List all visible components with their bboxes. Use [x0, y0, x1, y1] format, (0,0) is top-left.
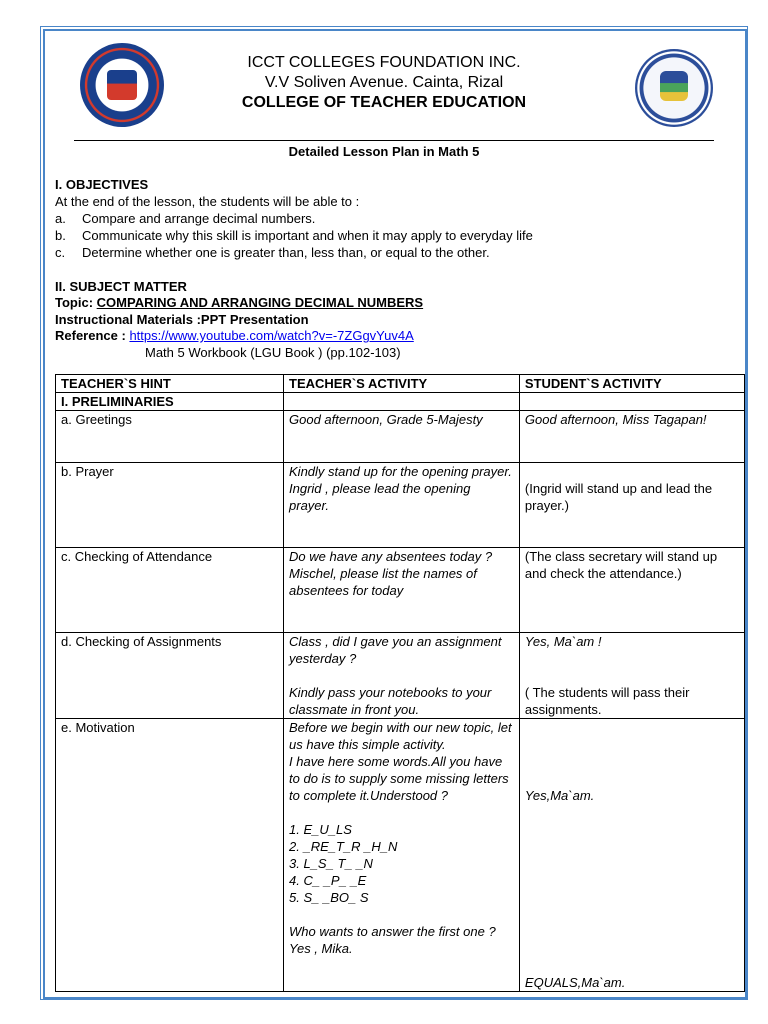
topic-value: COMPARING AND ARRANGING DECIMAL NUMBERS — [96, 295, 424, 310]
lesson-plan-table — [55, 374, 745, 992]
hint-motivation: e. Motivation — [56, 719, 284, 992]
teacher-text: Class , did I gave you an assignment yesterday ? — [289, 634, 502, 666]
objective-text: Compare and arrange decimal numbers. — [82, 211, 316, 226]
student-text: Yes,Ma`am. — [524, 788, 595, 803]
table-row — [56, 633, 745, 719]
hint-prayer: b. Prayer — [56, 463, 284, 548]
table-row — [56, 411, 745, 463]
student-text: ( The students will pass their assignments. — [524, 685, 690, 717]
objective-marker: a. — [55, 211, 66, 226]
teacher-text: Do we have any absentees today ? — [289, 549, 493, 564]
subject-matter-heading: II. SUBJECT MATTER — [55, 279, 187, 294]
student-assignments — [519, 633, 744, 719]
student-text: (Ingrid will stand up and lead the prayer.) — [524, 481, 713, 513]
table-row — [56, 719, 745, 992]
teacher-assignments — [284, 633, 520, 719]
reference-link[interactable]: https://www.youtube.com/watch?v=-7ZGgvYuv4A — [129, 328, 414, 343]
objective-text: Communicate why this skill is important and when it may apply to everyday life — [82, 228, 533, 243]
objectives-intro: At the end of the lesson, the students will be able to : — [55, 194, 360, 209]
reference-label: Reference : — [55, 328, 126, 343]
student-prayer — [519, 463, 744, 548]
missing-letter-word: 4. C_ _P_ _E — [289, 873, 367, 888]
table-row — [56, 548, 745, 633]
topic-label: Topic: — [55, 295, 94, 310]
document-title: Detailed Lesson Plan in Math 5 — [288, 144, 480, 159]
teacher-text: Mischel, please list the names of absentees for today — [289, 566, 477, 598]
header-students-activity: STUDENT`S ACTIVITY — [519, 375, 744, 393]
objective-item-b — [55, 227, 533, 244]
teacher-text: Before we begin with our new topic, let us have this simple activity. — [289, 720, 512, 752]
institution-name: ICCT COLLEGES FOUNDATION INC. — [247, 54, 521, 71]
hint-attendance: c. Checking of Attendance — [56, 548, 284, 633]
header-teachers-activity: TEACHER`S ACTIVITY — [284, 375, 520, 393]
missing-letter-word: 3. L_S_ T_ _N — [289, 856, 373, 871]
table-header-row — [56, 375, 745, 393]
teacher-text: Who wants to answer the first one ?Yes , Mika. — [289, 924, 496, 956]
teacher-motivation — [284, 719, 520, 992]
college-name: COLLEGE OF TEACHER EDUCATION — [241, 94, 527, 111]
objectives-heading: I. OBJECTIVES — [55, 177, 149, 192]
institution-address: V.V Soliven Avenue. Cainta, Rizal — [264, 74, 504, 91]
header-teachers-hint: TEACHER`S HINT — [56, 375, 284, 393]
section-preliminaries: I. PRELIMINARIES — [56, 393, 284, 411]
table-row — [56, 463, 745, 548]
student-text: EQUALS,Ma`am. — [524, 975, 626, 990]
objective-text: Determine whether one is greater than, less than, or equal to the other. — [82, 245, 490, 260]
missing-letter-word: 1. E_U_LS — [289, 822, 352, 837]
objective-marker: b. — [55, 228, 66, 243]
student-attendance: (The class secretary will stand up and check the attendance.) — [519, 548, 744, 633]
objective-marker: c. — [55, 245, 66, 260]
topic-line — [55, 294, 423, 311]
teacher-text: I have here some words.All you have to do is to supply some missing letters to complete it.Understood ? — [289, 754, 509, 803]
student-greetings: Good afternoon, Miss Tagapan! — [519, 411, 744, 463]
teacher-greetings: Good afternoon, Grade 5-Majesty — [284, 411, 520, 463]
header-divider — [74, 140, 714, 141]
teacher-attendance — [284, 548, 520, 633]
missing-letter-word: 2. _RE_T_R _H_N — [289, 839, 398, 854]
reference-line — [55, 327, 414, 344]
missing-letter-word: 5. S_ _BO_ S — [289, 890, 369, 905]
student-text: Yes, Ma`am ! — [524, 634, 602, 649]
objective-item-a — [55, 210, 315, 227]
teacher-text: Kindly stand up for the opening prayer. — [289, 464, 512, 479]
hint-assignments: d. Checking of Assignments — [56, 633, 284, 719]
reference-book: Math 5 Workbook (LGU Book ) (pp.102-103) — [145, 345, 401, 360]
hint-greetings: a. Greetings — [56, 411, 284, 463]
teacher-text: Ingrid , please lead the opening prayer. — [289, 481, 471, 513]
table-row — [56, 393, 745, 411]
materials-line: Instructional Materials :PPT Presentation — [55, 312, 309, 327]
teacher-text: Kindly pass your notebooks to your classmate in front you. — [289, 685, 492, 717]
objective-item-c — [55, 244, 490, 261]
teacher-prayer — [284, 463, 520, 548]
student-motivation — [519, 719, 744, 992]
